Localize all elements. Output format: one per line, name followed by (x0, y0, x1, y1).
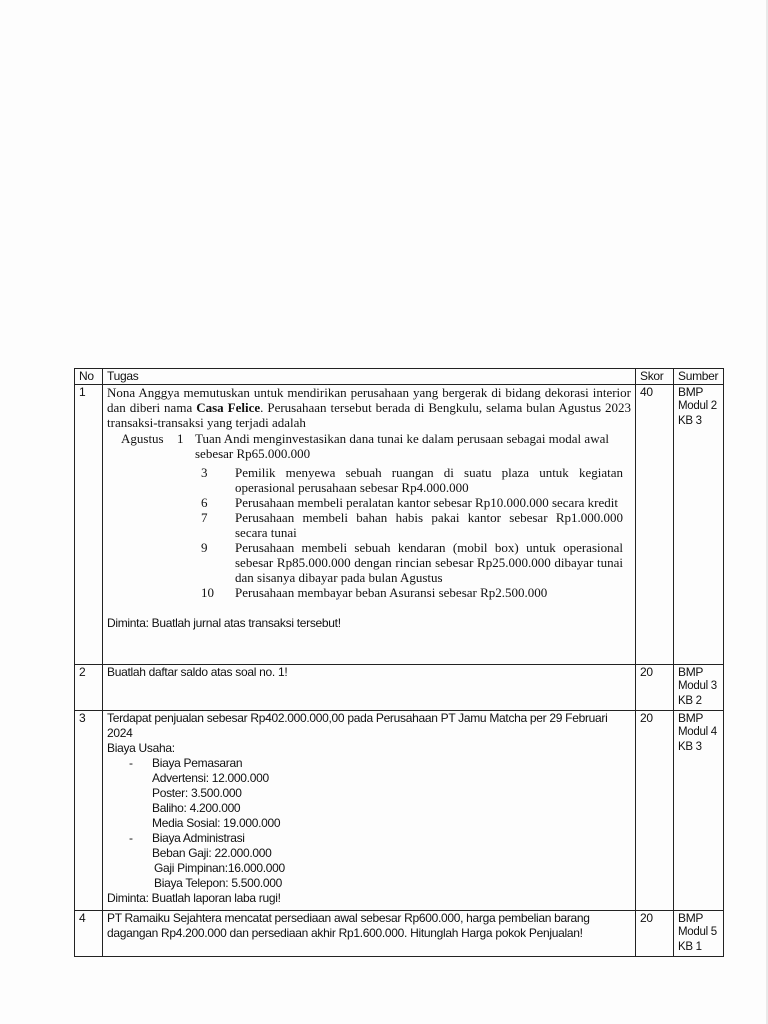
cost-group-name: Biaya Pemasaran (152, 756, 243, 770)
cost-item: Beban Gaji: 22.000.000 (152, 846, 272, 860)
source-module: Modul 2 (678, 400, 717, 412)
source-module: Modul 3 (678, 680, 717, 692)
header-skor: Skor (636, 369, 674, 385)
transaction-item (121, 585, 631, 600)
table-row (75, 665, 724, 711)
cost-label: Biaya Usaha: (107, 741, 175, 755)
score-cell: 40 (636, 385, 674, 665)
cost-item: Baliho: 4.200.000 (152, 801, 241, 815)
assignment-table (74, 368, 724, 957)
transaction-day: 9 (201, 540, 208, 555)
task-cell: PT Ramaiku Sejahtera mencatat persediaan awal sebesar Rp600.000, harga pembelian barang dagangan Rp4.200.000 dan persediaan akhir Rp1.600.000. Hitunglah Harga pokok Penjualan! (103, 911, 636, 957)
task-instruction: Diminta: Buatlah jurnal atas transaksi tersebut! (107, 616, 341, 630)
cost-item: Gaji Pimpinan:16.000.000 (154, 861, 285, 875)
source-book: BMP (678, 711, 704, 725)
source-cell (674, 911, 724, 957)
transaction-item (121, 540, 631, 585)
source-book: BMP (678, 385, 704, 399)
cost-item: Poster: 3.500.000 (152, 786, 242, 800)
task-cell (103, 711, 636, 911)
source-book: BMP (678, 665, 704, 679)
source-module: Modul 5 (678, 926, 717, 938)
company-name: Casa Felice (196, 400, 261, 415)
transaction-list (107, 431, 631, 600)
transaction-desc: Perusahaan membeli peralatan kantor sebesar Rp10.000.000 secara kredit (235, 495, 618, 510)
row-number: 1 (75, 385, 103, 665)
cost-group: - Biaya Pemasaran (129, 756, 243, 770)
task-cell: Buatlah daftar saldo atas soal no. 1! (103, 665, 636, 711)
row-number: 4 (75, 911, 103, 957)
transaction-day: 10 (201, 585, 214, 600)
transaction-day: 3 (201, 465, 208, 480)
source-book: BMP (678, 911, 704, 925)
transaction-day: 1 (177, 431, 184, 446)
transaction-item (121, 495, 631, 510)
source-kb: KB 3 (678, 415, 702, 427)
transaction-day: 7 (201, 510, 208, 525)
cost-item: Advertensi: 12.000.000 (152, 771, 269, 785)
transaction-item (121, 431, 631, 461)
task-cell (103, 385, 636, 665)
table-row (75, 911, 724, 957)
header-tugas: Tugas (103, 369, 636, 385)
task-intro: Nona Anggya memutuskan untuk mendirikan perusahaan yang bergerak di bidang dekorasi interior dan diberi nama Casa Felice. Perusahaan tersebut berada di Bengkulu, selama bulan Agustus 2023 transaksi-transaksi yang terjadi adalah (107, 385, 631, 430)
transaction-item (121, 465, 631, 495)
row-number: 3 (75, 711, 103, 911)
header-sumber: Sumber (674, 369, 724, 385)
cost-item: Media Sosial: 19.000.000 (152, 816, 281, 830)
cost-group-name: Biaya Administrasi (152, 831, 245, 845)
source-kb: KB 3 (678, 741, 702, 753)
cost-group: - Biaya Administrasi (129, 831, 245, 845)
header-no: No (75, 369, 103, 385)
transaction-desc: Pemilik menyewa sebuah ruangan di suatu plaza untuk kegiatan operasional perusahaan sebesar Rp4.000.000 (235, 465, 623, 495)
source-cell (674, 385, 724, 665)
task-instruction: Diminta: Buatlah laporan laba rugi! (107, 891, 281, 905)
transaction-month: Agustus (121, 431, 164, 446)
transaction-item (121, 510, 631, 540)
source-cell (674, 665, 724, 711)
transaction-desc: Perusahaan membeli sebuah kendaran (mobil box) untuk operasional sebesar Rp85.000.000 dengan rincian sebesar Rp25.000.000 dibayar tunai dan sisanya dibayar pada bulan Agustus (235, 540, 623, 585)
task-intro: Terdapat penjualan sebesar Rp402.000.000,00 pada Perusahaan PT Jamu Matcha per 29 Februari 2024 (107, 711, 608, 740)
cost-item: Biaya Telepon: 5.500.000 (154, 876, 283, 890)
source-kb: KB 2 (678, 695, 702, 707)
table-row (75, 711, 724, 911)
score-cell: 20 (636, 911, 674, 957)
table-header-row (75, 369, 724, 385)
score-cell: 20 (636, 711, 674, 911)
transaction-day: 6 (201, 495, 208, 510)
row-number: 2 (75, 665, 103, 711)
transaction-desc: Tuan Andi menginvestasikan dana tunai ke dalam perusaan sebagai modal awal sebesar Rp65.000.000 (195, 431, 609, 461)
source-kb: KB 1 (678, 941, 702, 953)
source-cell (674, 711, 724, 911)
transaction-desc: Perusahaan membayar beban Asuransi sebesar Rp2.500.000 (235, 585, 548, 600)
table-row (75, 385, 724, 665)
score-cell: 20 (636, 665, 674, 711)
transaction-desc: Perusahaan membeli bahan habis pakai kantor sebesar Rp1.000.000 secara tunai (235, 510, 623, 540)
source-module: Modul 4 (678, 726, 717, 738)
